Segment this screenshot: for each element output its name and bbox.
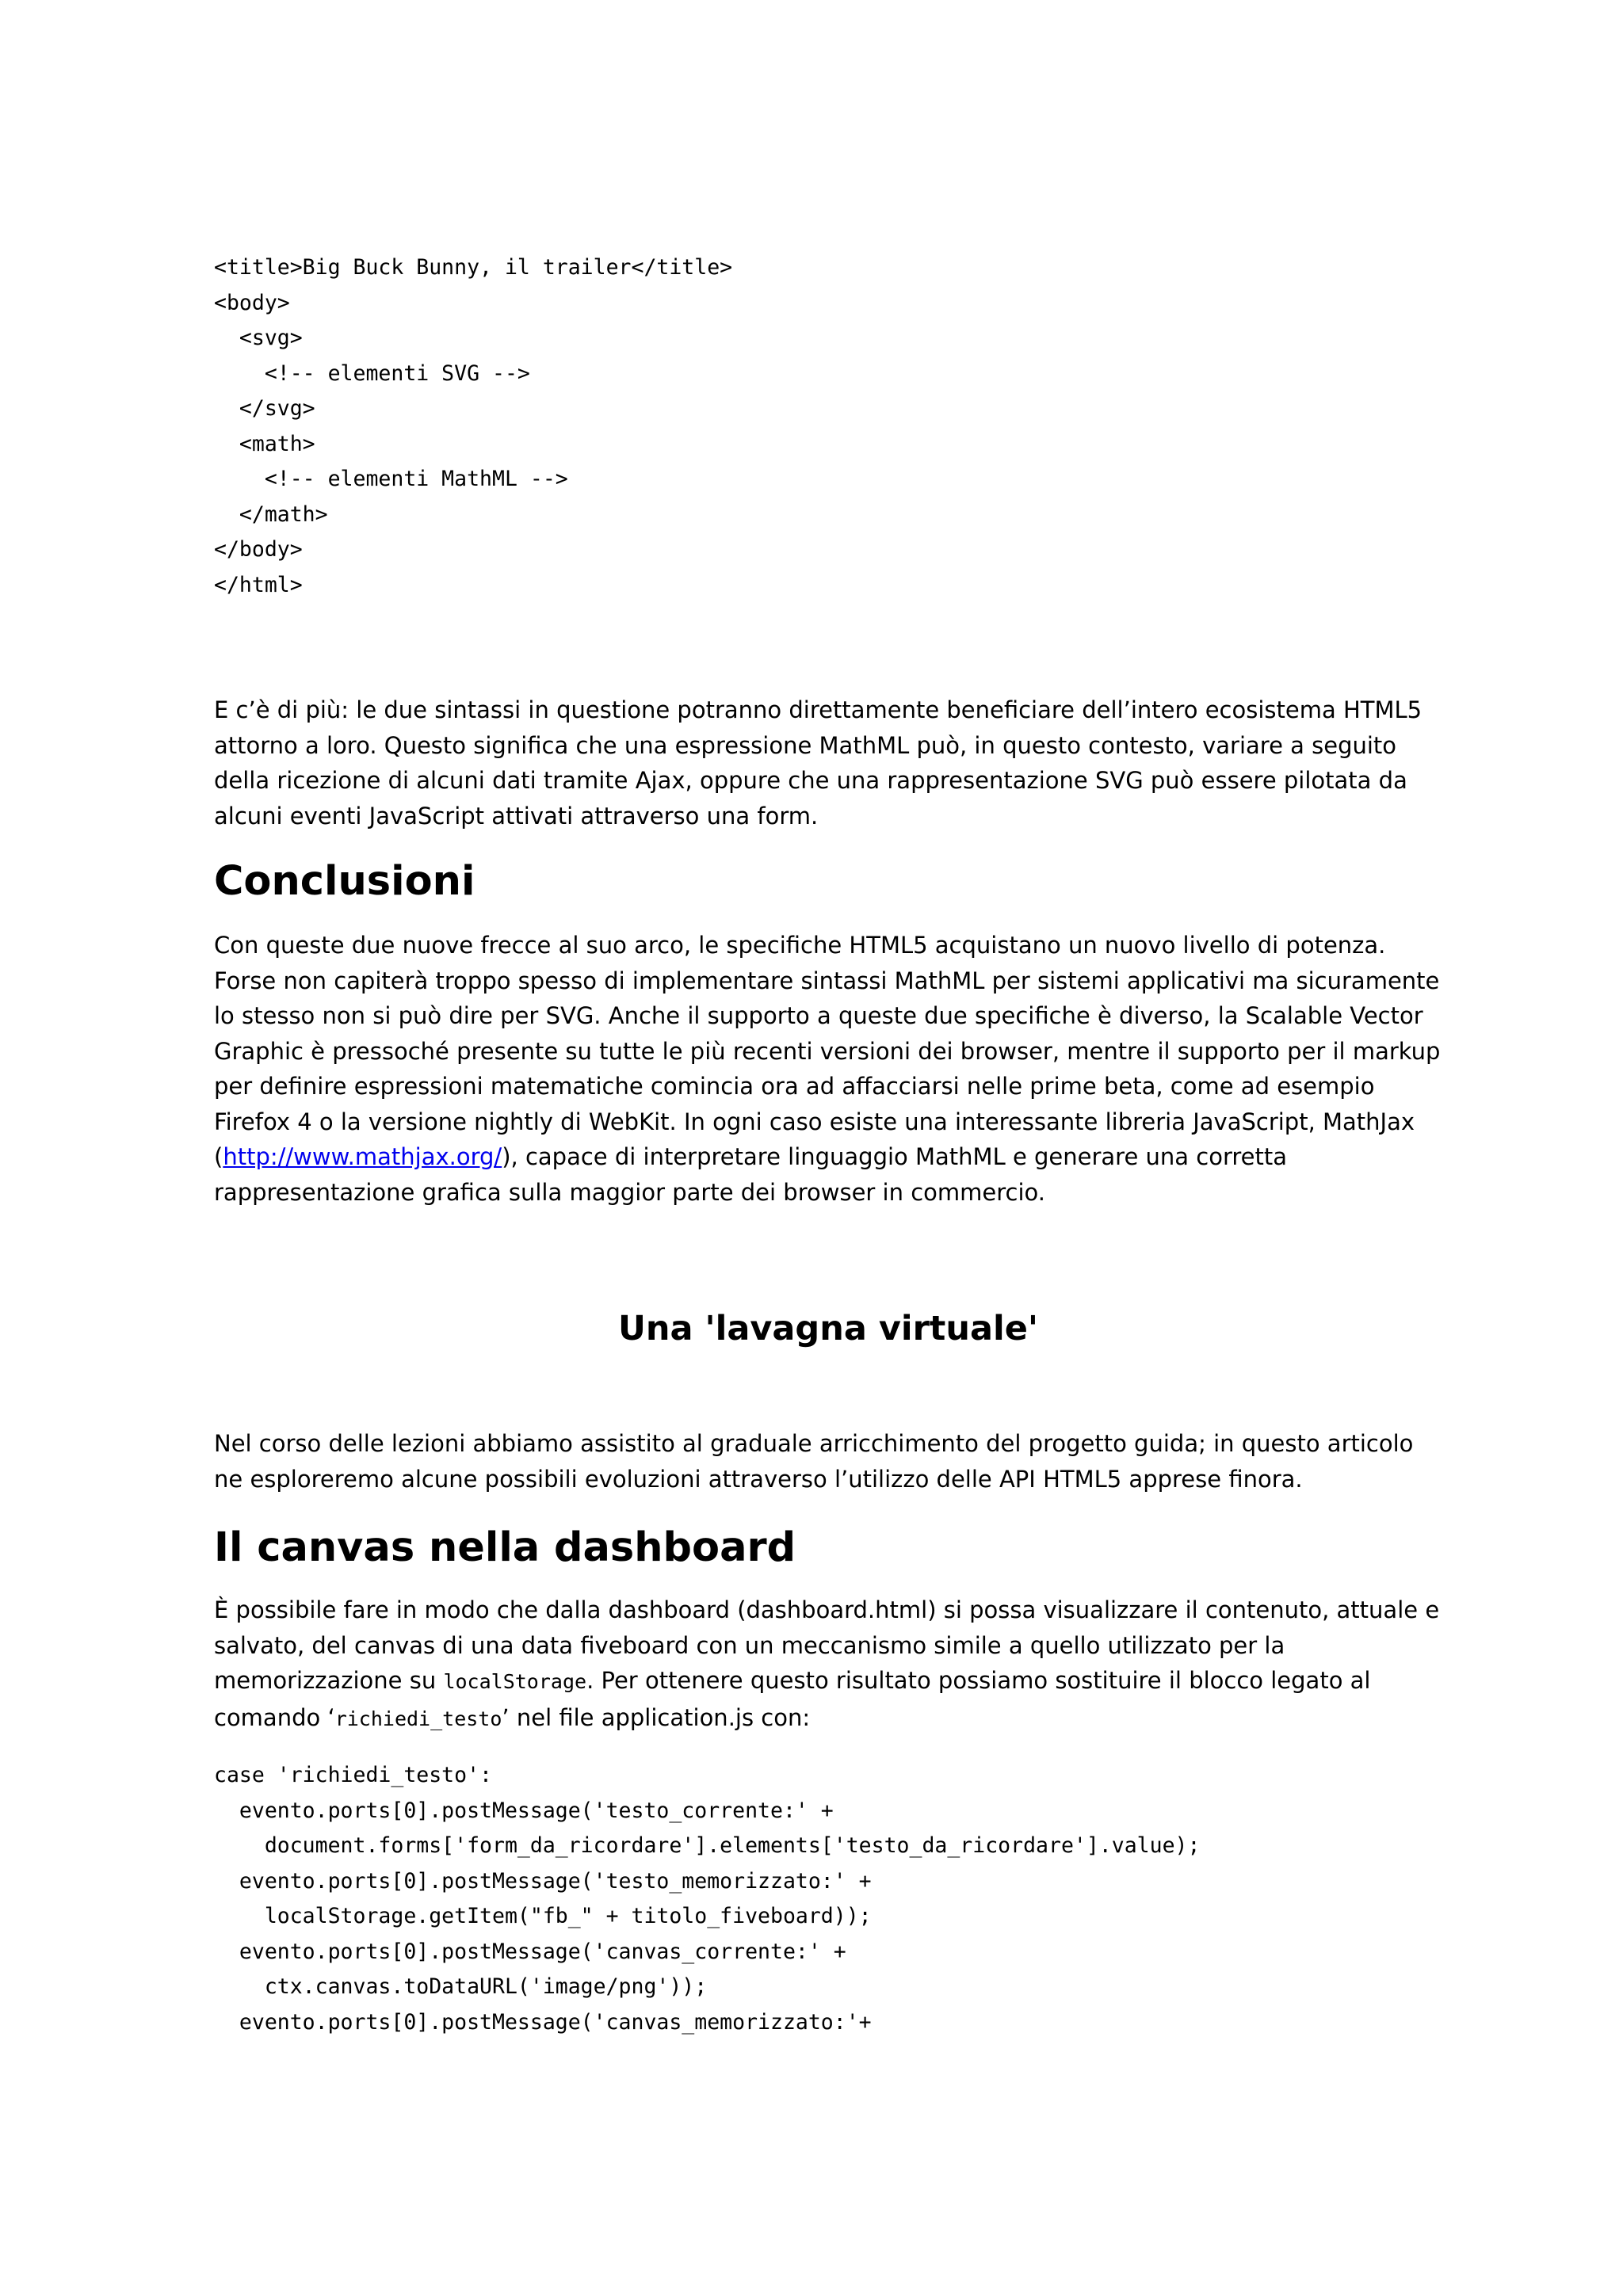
paragraph-text: . Per ottenere questo risultato possiamo sostituire il blocco legato al comando ‘ — [214, 1667, 1371, 1731]
paragraph-text: Con queste due nuove frecce al suo arco, le specifiche HTML5 acquistano un nuovo livello di potenza. Forse non capiterà troppo spesso di implementare sintassi MathML per sistemi applicativi ma sicuramente lo stesso non si può dire per SVG. Anche il supporto a queste due specifiche è diverso, la Scalable Vector Graphic è pressoché presente su tutte le più recenti versioni dei browser, mentre il supporto per il markup per definire espressioni matematiche comincia ora ad affacciarsi nelle prime beta, come ad esempio Firefox 4 o la versione nightly di WebKit. In ogni caso esiste una interessante libreria JavaScript, MathJax ( — [214, 932, 1441, 1170]
code-line: evento.ports[0].postMessage('testo_corrente:' + — [214, 1798, 834, 1823]
code-block-application-js — [214, 1758, 1442, 2040]
code-line: </math> — [214, 502, 328, 527]
code-block-html-structure — [214, 250, 1442, 603]
paragraph-intro-lavagna: Nel corso delle lezioni abbiamo assistito al graduale arricchimento del progetto guida; in questo articolo ne esploreremo alcune possibili evoluzioni attraverso l’utilizzo delle API HTML5 apprese finora. — [214, 1430, 1414, 1493]
code-line: document.forms['form_da_ricordare'].elements['testo_da_ricordare'].value); — [214, 1833, 1201, 1858]
code-line: <svg> — [214, 326, 303, 350]
paragraph-text: È possibile fare in modo che dalla dashboard (dashboard.html) si possa visualizzare il contenuto, attuale e salvato, del canvas di una data fiveboard con un meccanismo simile a quello utilizzato per la memorizzazione su — [214, 1596, 1440, 1694]
code-line: </html> — [214, 572, 303, 597]
code-line: localStorage.getItem("fb_" + titolo_fiveboard)); — [214, 1904, 872, 1928]
code-line: <body> — [214, 290, 290, 315]
paragraph-conclusioni — [214, 928, 1442, 1210]
code-line: </svg> — [214, 396, 315, 421]
code-line: <!-- elementi MathML --> — [214, 467, 568, 491]
code-line: case 'richiedi_testo': — [214, 1763, 492, 1787]
code-line: ctx.canvas.toDataURL('image/png')); — [214, 1974, 708, 1999]
code-line: evento.ports[0].postMessage('testo_memorizzato:' + — [214, 1868, 872, 1894]
paragraph-canvas-dashboard — [214, 1592, 1442, 1737]
inline-code-richiedi-testo: richiedi_testo — [334, 1707, 502, 1730]
chapter-title: Una 'lavagna virtuale' — [617, 1309, 1039, 1348]
code-line: <!-- elementi SVG --> — [214, 360, 530, 386]
code-line: evento.ports[0].postMessage('canvas_memorizzato:'+ — [214, 2009, 872, 2035]
code-line: <title>Big Buck Bunny, il trailer</title> — [214, 255, 733, 280]
heading-conclusioni: Conclusioni — [214, 858, 475, 905]
paragraph-text: ), capace di interpretare linguaggio MathML e generare una corretta rappresentazione grafica sulla maggior parte dei browser in commercio. — [214, 1143, 1288, 1206]
code-line: </body> — [214, 537, 303, 562]
mathjax-link[interactable]: http://www.mathjax.org/ — [223, 1143, 502, 1170]
heading-canvas-dashboard: Il canvas nella dashboard — [214, 1524, 796, 1571]
code-line: <math> — [214, 431, 315, 456]
paragraph-text: ’ nel file application.js con: — [502, 1703, 811, 1731]
paragraph-ecosistema: E c’è di più: le due sintassi in questione potranno direttamente beneficiare dell’intero ecosistema HTML5 attorno a loro. Questo significa che una espressione MathML può, in questo contesto, variare a seguito della ricezione di alcuni dati tramite Ajax, oppure che una rappresentazione SVG può essere pilotata da alcuni eventi JavaScript attivati attraverso una form. — [214, 696, 1423, 830]
code-line: evento.ports[0].postMessage('canvas_corrente:' + — [214, 1939, 846, 1964]
inline-code-localstorage: localStorage — [443, 1670, 587, 1693]
